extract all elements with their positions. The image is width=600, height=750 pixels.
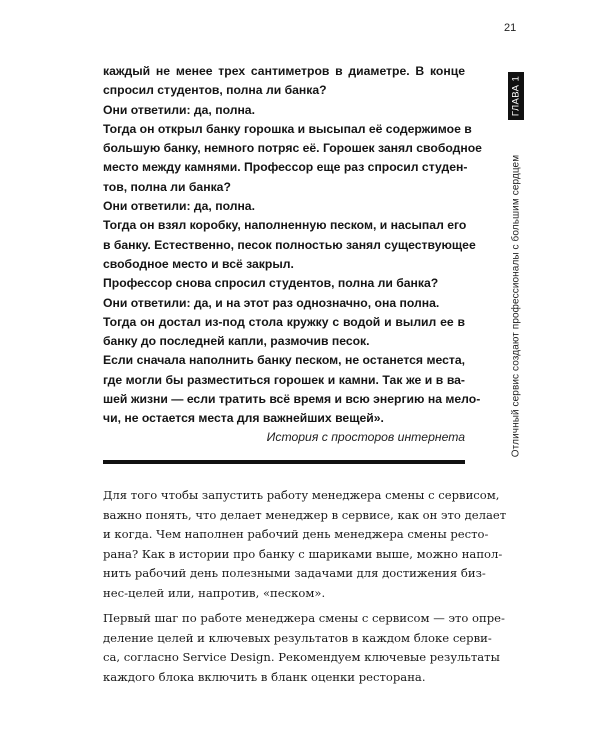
body-line: и когда. Чем наполнен рабочий день менеджера смены ресто- (103, 527, 489, 541)
quote-line: Они ответили: да, полна. (103, 199, 255, 214)
quote-line: Тогда он достал из-под стола кружку с водой и вылил ее в (103, 314, 465, 329)
quote-block (103, 62, 482, 429)
side-margin (508, 72, 524, 492)
chapter-tab-label: ГЛАВА 1 (510, 75, 522, 117)
section-divider (103, 460, 465, 464)
running-title-text: Отличный сервис создают профессионалы с большим сердцем (510, 154, 522, 458)
running-title (508, 128, 524, 484)
quote-line: шей жизни — если тратить всё время и всю энергию на мело- (103, 392, 481, 407)
quote-line: Если сначала наполнить банку песком, не останется места, (103, 353, 465, 368)
quote-line: спросил студентов, полна ли банка? (103, 83, 327, 98)
quote-line: большую банку, немного потряс её. Горошек занял свободное (103, 141, 482, 156)
body-line: Первый шаг по работе менеджера смены с сервисом — это опре- (103, 611, 505, 625)
quote-source: История с просторов интернета (266, 430, 465, 444)
body-line: деление целей и ключевых результатов в каждом блоке серви- (103, 630, 492, 645)
quote-line: Они ответили: да, и на этот раз однозначно, она полна. (103, 295, 440, 310)
body-paragraph-2 (103, 609, 505, 687)
chapter-tab (508, 72, 524, 120)
body-line: важно понять, что делает менеджер в сервисе, как он это делает (103, 507, 507, 522)
quote-line: в банку. Естественно, песок полностью занял существующее (103, 237, 476, 252)
quote-line: где могли бы разместиться горошек и камни. Так же и в ва- (103, 372, 465, 387)
body-line: каждого блока включить в бланк оценки ресторана. (103, 669, 426, 684)
body-line: нить рабочий день полезными задачами для достижения биз- (103, 566, 486, 580)
body-line: Для того чтобы запустить работу менеджера смены с сервисом, (103, 488, 500, 502)
body-line: нес-целей или, напротив, «песком». (103, 585, 326, 600)
quote-line: тов, полна ли банка? (103, 179, 231, 194)
quote-line: чи, не остается места для важнейших вещей». (103, 411, 384, 426)
quote-line: банку до последней капли, размочив песок. (103, 334, 370, 349)
body-paragraph-1 (103, 486, 507, 603)
page-number: 21 (504, 22, 517, 34)
quote-line: свободное место и всё закрыл. (103, 256, 294, 271)
quote-line: место между камнями. Профессор еще раз спросил студен- (103, 160, 468, 175)
quote-line: каждый не менее трех сантиметров в диаметре. В конце (103, 64, 465, 78)
body-line: са, согласно Service Design. Рекомендуем ключевые результаты (103, 650, 500, 664)
quote-line: Тогда он взял коробку, наполненную песком, и насыпал его (103, 218, 467, 233)
quote-line: Тогда он открыл банку горошка и высыпал её содержимое в (103, 121, 472, 136)
quote-line: Они ответили: да, полна. (103, 102, 255, 117)
body-line: рана? Как в истории про банку с шариками выше, можно напол- (103, 546, 503, 561)
quote-line: Профессор снова спросил студентов, полна ли банка? (103, 276, 439, 291)
